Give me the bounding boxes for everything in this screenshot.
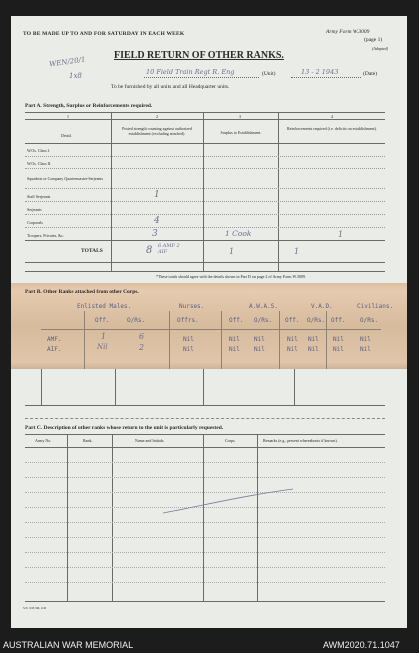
subheader-off-1: Off.: [95, 317, 110, 324]
col-name-initials: Name and Initials.: [135, 438, 165, 443]
col-remarks: Remarks (e.g., present whereabouts if known).: [263, 438, 338, 443]
col-number-2: 2: [156, 114, 158, 119]
reinf-troopers: 1: [338, 230, 344, 239]
group-nurses: Nurses.: [179, 303, 205, 310]
col-header-detail: Detail.: [61, 133, 72, 138]
adapted-note: (Adapted): [372, 46, 388, 51]
total-reinf: 1: [294, 247, 300, 256]
amf-awas-off: Nil: [229, 336, 240, 343]
col-header-reinforcements: Reinforcements required (i.e. deficits on establishment).: [287, 126, 377, 131]
footer-institution: AUSTRALIAN WAR MEMORIAL: [3, 640, 134, 650]
cancel-stroke: [161, 486, 301, 516]
amf-civ-off: Nil: [333, 336, 344, 343]
row-detail-totals: TOTALS: [81, 248, 103, 254]
subheader-off-3: Off.: [285, 317, 300, 324]
surplus-troopers: 1 Cook: [225, 229, 252, 238]
amf-awas-ors: Nil: [254, 336, 265, 343]
date-label: (Date): [363, 71, 378, 77]
group-enlisted-males: Enlisted Males.: [77, 303, 132, 310]
unit-value: 10 Field Train Regt R. Eng: [146, 68, 235, 76]
subheader-offrs: Offrs.: [177, 317, 199, 324]
col-rank: Rank.: [83, 438, 93, 443]
col-number-1: 1: [67, 114, 69, 119]
form-number: Army Form W.3009: [326, 29, 370, 35]
col-number-4: 4: [331, 114, 333, 119]
subheader-ors-1: O/Rs.: [127, 317, 146, 324]
row-detail-troopers: Troopers, Privates, &c.: [27, 233, 65, 238]
aif-civ-off: Nil: [333, 346, 344, 353]
totals-note: *These totals should agree with the details shown in Part D on page 2 of Army Form W.3009.: [156, 274, 306, 279]
aif-vad-off: Nil: [287, 346, 298, 353]
subheader-off-2: Off.: [229, 317, 244, 324]
row-detail-cqms: Squadron or Company Quartermaster-Serjeants: [27, 176, 104, 181]
posted-troopers: 3: [152, 229, 158, 239]
date-value: 13 - 2 1943: [301, 68, 339, 76]
aif-ors: 2: [139, 343, 145, 352]
subheader-ors-4: O/Rs.: [360, 317, 379, 324]
aif-civ-ors: Nil: [360, 346, 371, 353]
subheader-off-4: Off.: [331, 317, 346, 324]
aif-vad-ors: Nil: [308, 346, 319, 353]
amf-off: 1: [101, 332, 107, 341]
amf-ors: 6: [139, 332, 145, 341]
margin-annotation: WEN/20/1: [48, 55, 86, 69]
furnished-note: To be furnished by all units and all Headquarter units.: [111, 84, 230, 90]
subheader-ors-3: O/Rs.: [307, 317, 326, 324]
unit-label: (Unit): [262, 71, 276, 77]
aif-off: Nil: [97, 343, 108, 351]
form-sheet: [11, 16, 407, 628]
part-c-title: Part C. Description of other ranks whose return to the unit is particularly requested.: [25, 425, 224, 431]
tape-strip: [11, 283, 407, 369]
total-posted: 8: [146, 245, 153, 256]
margin-annotation-2: 1x8: [69, 72, 82, 80]
amf-nurses: Nil: [183, 336, 194, 343]
row-label-amf: AMF.: [47, 336, 62, 343]
posted-corporals: 4: [154, 216, 160, 226]
col-army-no: Army No.: [35, 438, 52, 443]
col-number-3: 3: [239, 114, 241, 119]
row-detail-corporals: Corporals: [27, 220, 43, 225]
subheader-ors-2: O/Rs.: [254, 317, 273, 324]
page-number: (page 1): [364, 37, 383, 43]
footer-accession-number: AWM2020.71.1047: [323, 640, 400, 650]
aif-awas-ors: Nil: [254, 346, 265, 353]
amf-vad-ors: Nil: [308, 336, 319, 343]
part-a-title: Part A. Strength, Surplus or Reinforcements required.: [25, 103, 153, 109]
amf-civ-ors: Nil: [360, 336, 371, 343]
col-header-surplus: Surplus to Establishment.: [220, 130, 262, 135]
row-detail-staff-serjeants: Staff Serjeants: [27, 194, 51, 199]
group-civilians: Civilians.: [357, 303, 394, 310]
total-surplus: 1: [229, 247, 235, 256]
col-corps: Corps.: [225, 438, 236, 443]
totals-annotation: 6 AMF 2 AIF: [158, 243, 180, 255]
posted-staff-serjeants: 1: [154, 190, 160, 200]
aif-nurses: Nil: [183, 346, 194, 353]
row-detail-serjeants: Serjeants: [27, 207, 42, 212]
form-title: FIELD RETURN OF OTHER RANKS.: [114, 50, 284, 61]
row-detail-wo1: W.Os. Class I.: [27, 148, 50, 153]
row-label-aif: AIF.: [47, 346, 62, 353]
aif-awas-off: Nil: [229, 346, 240, 353]
print-code: S.N. 3/43 5M. 2/43: [23, 606, 47, 610]
row-detail-wo2: W.Os. Class II.: [27, 161, 52, 166]
group-vad: V.A.D.: [311, 303, 333, 310]
col-header-posted: Posted strength counting against authorized establishment (excluding attached).: [122, 126, 192, 136]
top-instruction: TO BE MADE UP TO AND FOR SATURDAY IN EACH WEEK: [23, 31, 185, 37]
part-b-title: Part B. Other Ranks attached from other Corps.: [25, 289, 139, 295]
group-awas: A.W.A.S.: [249, 303, 278, 310]
amf-vad-off: Nil: [287, 336, 298, 343]
